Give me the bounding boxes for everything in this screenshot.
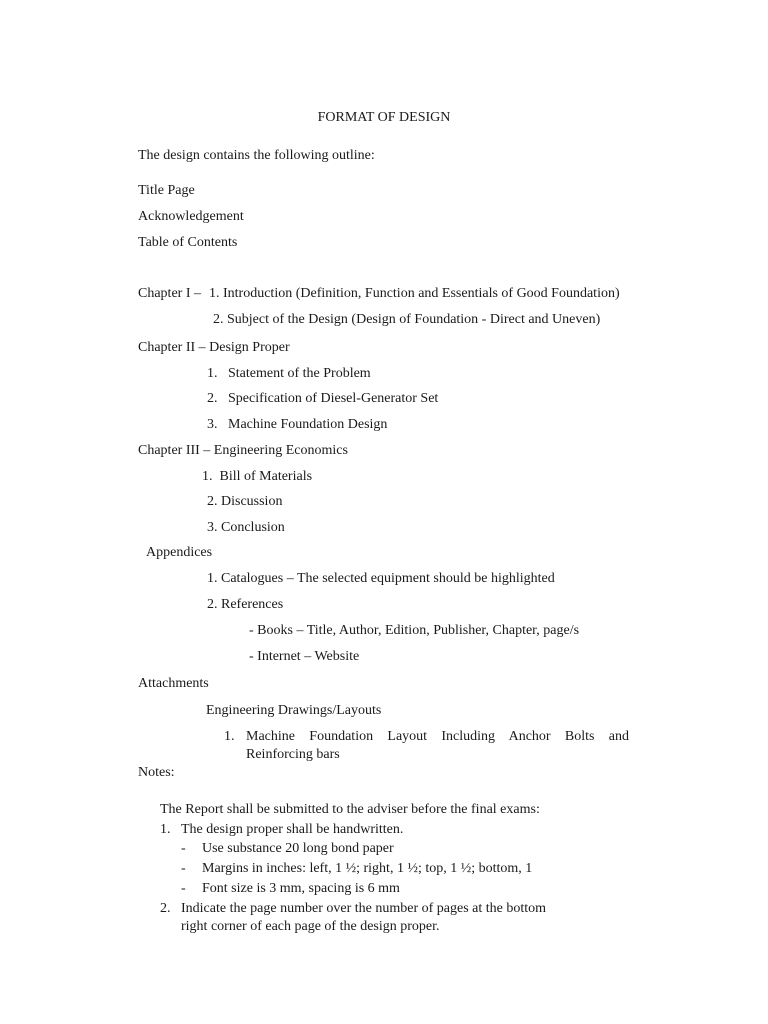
chapter2-number-1: 1. bbox=[207, 366, 218, 381]
notes-bullet-3: Font size is 3 mm, spacing is 6 mm bbox=[202, 881, 400, 896]
attachments-item-number: 1. bbox=[224, 729, 235, 744]
chapter3-label: Chapter III – Engineering Economics bbox=[138, 443, 348, 458]
front-matter-acknowledgement: Acknowledgement bbox=[138, 209, 244, 224]
intro-text: The design contains the following outline: bbox=[138, 148, 375, 163]
attachments-label: Attachments bbox=[138, 676, 209, 691]
notes-item1-number: 1. bbox=[160, 822, 171, 837]
chapter2-label: Chapter II – Design Proper bbox=[138, 340, 290, 355]
chapter1-label: Chapter I – bbox=[138, 286, 201, 301]
appendices-sub-item-2: - Internet – Website bbox=[249, 649, 360, 664]
notes-item2-line-1: Indicate the page number over the number of pages at the bottom bbox=[181, 901, 547, 916]
notes-item2-number: 2. bbox=[160, 901, 171, 916]
chapter2-item-3: Machine Foundation Design bbox=[228, 417, 388, 432]
notes-bullet-marker-3: - bbox=[181, 881, 186, 896]
appendices-item-1: 1. Catalogues – The selected equipment should be highlighted bbox=[207, 571, 555, 586]
front-matter-title-page: Title Page bbox=[138, 183, 195, 198]
chapter2-number-3: 3. bbox=[207, 417, 218, 432]
notes-item2-line-2: right corner of each page of the design proper. bbox=[181, 919, 440, 934]
chapter2-number-2: 2. bbox=[207, 391, 218, 406]
notes-label: Notes: bbox=[138, 765, 175, 780]
chapter1-item-2: 2. Subject of the Design (Design of Foundation - Direct and Uneven) bbox=[213, 312, 601, 327]
appendices-label: Appendices bbox=[146, 545, 213, 560]
front-matter-table-of-contents: Table of Contents bbox=[138, 235, 238, 250]
attachments-item-line-1: Machine Foundation Layout Including Anchor Bolts and bbox=[246, 729, 629, 744]
appendices-sub-item-1: - Books – Title, Author, Edition, Publisher, Chapter, page/s bbox=[249, 623, 580, 638]
page-title: FORMAT OF DESIGN bbox=[317, 110, 451, 125]
chapter2-item-1: Statement of the Problem bbox=[228, 366, 371, 381]
attachments-item-line-2: Reinforcing bars bbox=[246, 747, 340, 762]
notes-item1-text: The design proper shall be handwritten. bbox=[181, 822, 404, 837]
notes-bullet-2: Margins in inches: left, 1 ½; right, 1 ½; top, 1 ½; bottom, 1 bbox=[202, 861, 533, 876]
attachments-heading: Engineering Drawings/Layouts bbox=[206, 703, 382, 718]
chapter1-item-1: 1. Introduction (Definition, Function and Essentials of Good Foundation) bbox=[209, 286, 620, 301]
chapter2-item-2: Specification of Diesel-Generator Set bbox=[228, 391, 439, 406]
chapter3-item-1: 1. Bill of Materials bbox=[202, 469, 313, 484]
notes-bullet-1: Use substance 20 long bond paper bbox=[202, 841, 394, 856]
appendices-item-2: 2. References bbox=[207, 597, 284, 612]
chapter3-item-2: 2. Discussion bbox=[207, 494, 283, 509]
notes-bullet-marker-2: - bbox=[181, 861, 186, 876]
chapter3-item-3: 3. Conclusion bbox=[207, 520, 285, 535]
notes-bullet-marker-1: - bbox=[181, 841, 186, 856]
notes-intro: The Report shall be submitted to the adviser before the final exams: bbox=[160, 802, 540, 817]
